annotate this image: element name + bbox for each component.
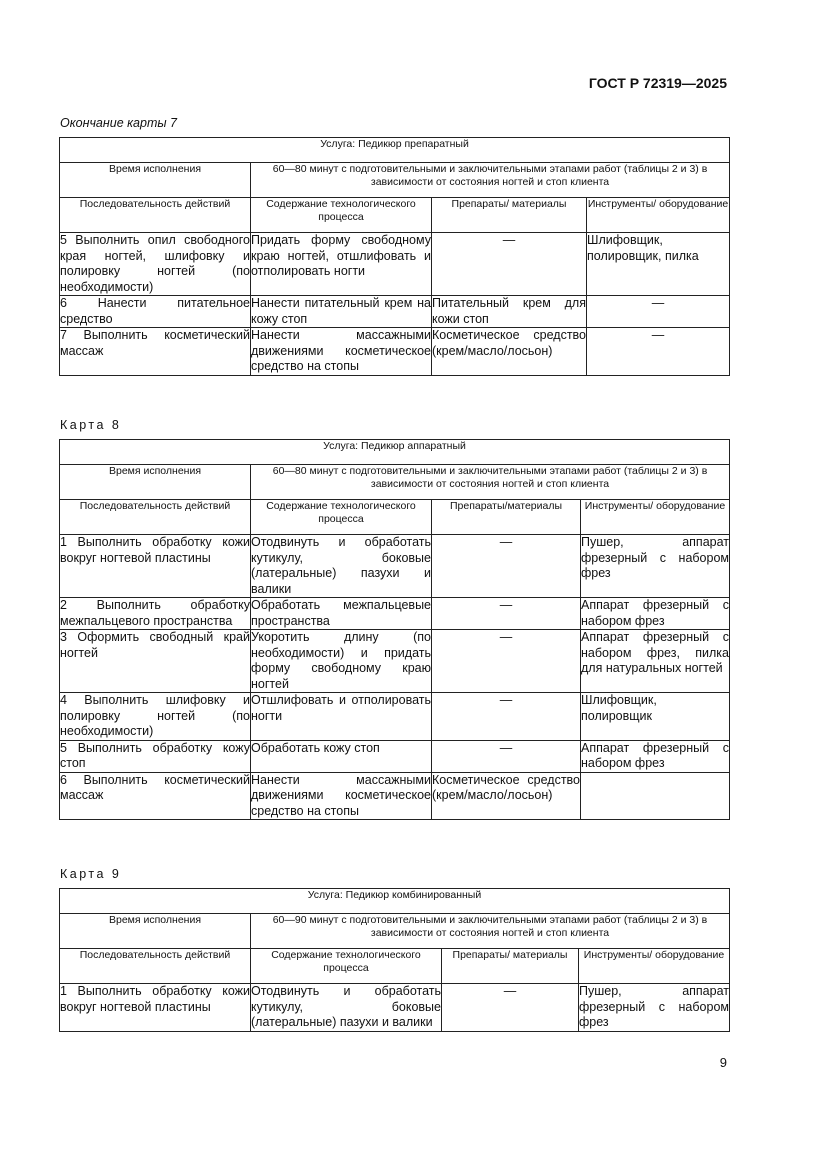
table-row (60, 984, 730, 1032)
column-header: Последовательность действий (60, 500, 251, 535)
table-cell: Отшлифовать и отполировать ногти (251, 693, 432, 741)
table-cell: 4 Выполнить шлифовку и полировку ногтей (по необходимости) (60, 693, 250, 738)
table-cell: — (432, 693, 581, 741)
time-row (60, 163, 730, 198)
table-cell: — (432, 598, 581, 630)
table-cell: Аппарат фрезерный с набором фрез (581, 740, 730, 770)
table-cell: Пушер, аппарат фрезерный с набором фрез (579, 984, 729, 1029)
service-row (60, 440, 730, 465)
header-row (60, 949, 730, 984)
table-row (60, 328, 730, 376)
table-cell: Питательный крем для кожи стоп (432, 296, 586, 326)
table-cell: Шлифовщик, полировщик (581, 693, 730, 741)
table-row (60, 772, 730, 820)
table-cell: Шлифовщик, полировщик, пилка (587, 233, 730, 296)
table-cell: 3 Оформить свободный край ногтей (60, 630, 251, 693)
service-cell: Услуга: Педикюр аппаратный (60, 440, 730, 465)
table-cell: 6 Выполнить косметический массаж (60, 772, 251, 820)
table-cell: Придать форму свободному краю ногтей, отшлифовать и отполировать ногти (251, 233, 432, 296)
table-cell: 1 Выполнить обработку кожи вокруг ногтевой пластины (60, 535, 251, 598)
table-cell: — (587, 328, 730, 376)
table-cell: Нанести питательный крем на кожу стоп (251, 296, 431, 326)
table-cell: Нанести массажными движениями косметическое средство на стопы (251, 328, 431, 373)
time-label: Время исполнения (60, 914, 251, 949)
time-value: 60—80 минут с подготовительными и заключительными этапами работ (таблицы 2 и 3) в зависимости от состояния ногтей и стоп клиента (251, 465, 730, 500)
column-header: Инструменты/ оборудование (587, 198, 730, 233)
column-header: Инструменты/ оборудование (579, 949, 730, 984)
table-cell: 6 Нанести питательное средство (60, 296, 250, 326)
table-cell: — (432, 535, 581, 598)
column-header: Содержание технологического процесса (251, 949, 442, 984)
card9-caption: Карта 9 (60, 867, 122, 881)
table-row (60, 740, 730, 772)
table-cell: Косметическое средство (крем/масло/лосьон) (432, 772, 581, 820)
table-row (60, 233, 730, 296)
table-cell: Аппарат фрезерный с набором фрез (581, 598, 730, 628)
document-header: ГОСТ Р 72319—2025 (588, 75, 727, 91)
table-cell: Аппарат фрезерный с набором фрез, пилка для натуральных ногтей (581, 630, 730, 693)
time-value: 60—90 минут с подготовительными и заключительными этапами работ (таблицы 2 и 3) в зависимости от состояния ногтей и стоп клиента (251, 914, 730, 949)
header-row (60, 500, 730, 535)
table-cell: 1 Выполнить обработку кожи вокруг ногтевой пластины (60, 984, 251, 1032)
table-cell: Обработать межпальцевые пространства (251, 598, 431, 628)
table-cell: Отодвинуть и обработать кутикулу, боковые (латеральные) пазухи и валики (251, 984, 441, 1029)
service-row (60, 889, 730, 914)
table-cell: Обработать кожу стоп (251, 740, 432, 772)
table-cell: 7 Выполнить косметический массаж (60, 328, 251, 376)
column-header: Содержание технологического процесса (251, 500, 432, 535)
service-cell: Услуга: Педикюр препаратный (60, 138, 730, 163)
time-row (60, 914, 730, 949)
table-cell: Нанести массажными движениями косметическое средство на стопы (251, 772, 431, 818)
table-cell: 2 Выполнить обработку межпальцевого пространства (60, 598, 250, 628)
table-cell: Косметическое средство (крем/масло/лосьон) (432, 328, 587, 376)
page-number: 9 (719, 1055, 727, 1070)
header-row (60, 198, 730, 233)
table-cell: 5 Выполнить обработку кожу стоп (60, 740, 250, 770)
time-row (60, 465, 730, 500)
column-header: Содержание технологического процесса (251, 198, 432, 233)
table-cell: — (587, 296, 730, 328)
table-cell: 5 Выполнить опил свободного края ногтей, шлифовку и полировку ногтей (по необходимости) (60, 233, 250, 294)
table-cell: — (442, 984, 579, 1032)
column-header: Препараты/ материалы (442, 949, 579, 984)
column-header: Инструменты/ оборудование (581, 500, 730, 535)
service-cell: Услуга: Педикюр комбинированный (60, 889, 730, 914)
table-cell: — (432, 740, 581, 772)
time-label: Время исполнения (60, 163, 251, 198)
card8-caption: Карта 8 (60, 418, 122, 432)
card7-table (59, 137, 730, 376)
service-row (60, 138, 730, 163)
table-cell: Укоротить длину (по необходимости) и придать форму свободному краю ногтей (251, 630, 431, 691)
table-row (60, 693, 730, 741)
table-row (60, 598, 730, 630)
table-cell: — (432, 233, 587, 296)
time-label: Время исполнения (60, 465, 251, 500)
column-header: Последовательность действий (60, 949, 251, 984)
column-header: Препараты/материалы (432, 500, 581, 535)
time-value: 60—80 минут с подготовительными и заключительными этапами работ (таблицы 2 и 3) в зависимости от состояния ногтей и стоп клиента (251, 163, 730, 198)
table-cell: — (432, 630, 581, 693)
table-cell: Отодвинуть и обработать кутикулу, боковые (латеральные) пазухи и валики (251, 535, 431, 596)
column-header: Последовательность действий (60, 198, 251, 233)
table-cell: Пушер, аппарат фрезерный с набором фрез (581, 535, 730, 598)
table-row (60, 535, 730, 598)
table-cell (581, 772, 730, 820)
table-row (60, 630, 730, 693)
card7-caption: Окончание карты 7 (60, 116, 177, 130)
column-header: Препараты/ материалы (432, 198, 587, 233)
card8-table (59, 439, 730, 820)
table-row (60, 296, 730, 328)
card9-table (59, 888, 730, 1032)
